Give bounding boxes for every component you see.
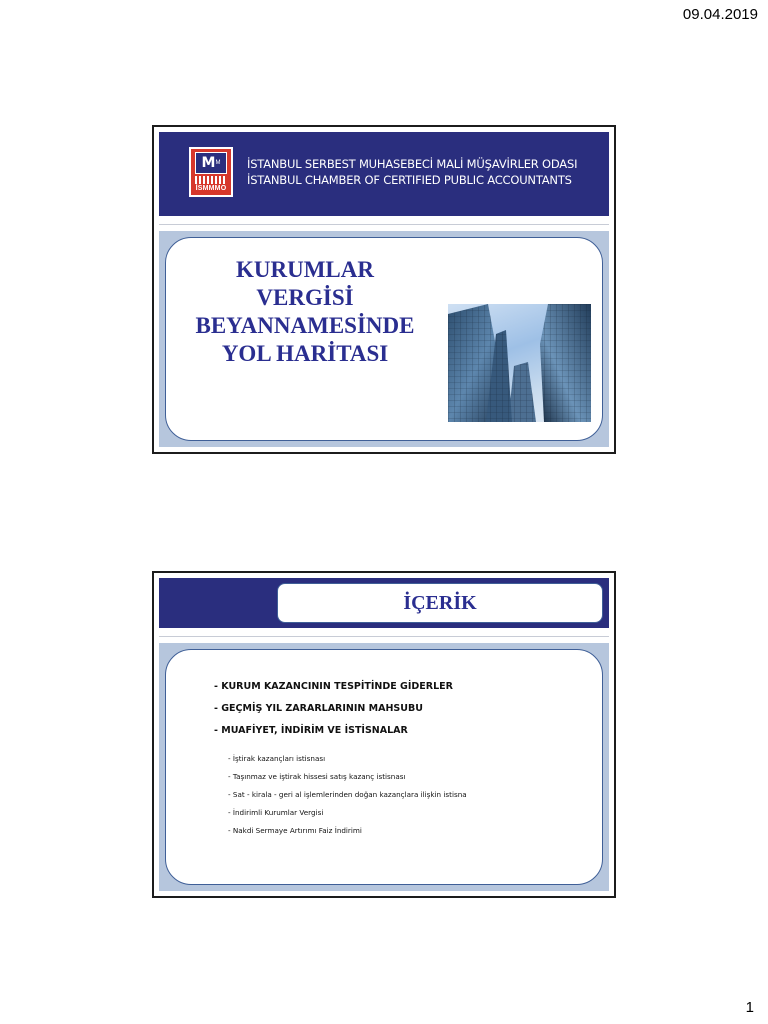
slide-title — [152, 125, 616, 454]
organization-name-en: İSTANBUL CHAMBER OF CERTIFIED PUBLIC ACCOUNTANTS — [247, 173, 572, 187]
list-subitem: - Sat - kirala - geri al işlemlerinden doğan kazançlara ilişkin istisna — [228, 790, 467, 799]
logo-mark-sup: M — [215, 160, 221, 166]
list-subitem: - Nakdi Sermaye Artırımı Faiz İndirimi — [228, 826, 362, 835]
header-band — [159, 132, 609, 216]
title-line: KURUMLAR — [236, 257, 374, 282]
organization-name-tr: İSTANBUL SERBEST MUHASEBECİ MALİ MÜŞAVİRLER ODASI — [247, 157, 578, 171]
divider — [159, 636, 609, 637]
list-subitem: - İndirimli Kurumlar Vergisi — [228, 808, 324, 817]
contents-heading: İÇERİK — [403, 591, 477, 614]
page-number: 1 — [745, 999, 754, 1016]
logo-pillars-icon — [195, 176, 227, 184]
content-card — [165, 237, 603, 441]
presentation-title — [180, 256, 430, 368]
list-item: - KURUM KAZANCININ TESPİTİNDE GİDERLER — [214, 681, 453, 692]
list-subitem: - İştirak kazançları istisnası — [228, 754, 326, 763]
logo-text: İSMMMO — [195, 185, 227, 192]
divider — [159, 224, 609, 225]
skyscrapers-image — [448, 304, 591, 422]
list-subitem: - Taşınmaz ve iştirak hissesi satış kazanç istisnası — [228, 772, 406, 781]
header-band — [159, 578, 609, 628]
title-line: BEYANNAMESİNDE — [195, 313, 415, 338]
logo-mark: M — [201, 155, 216, 171]
organization-name — [247, 156, 577, 188]
content-card — [165, 649, 603, 885]
contents-list — [214, 676, 582, 840]
content-frame — [159, 643, 609, 891]
heading-box — [277, 583, 603, 623]
title-line: YOL HARİTASI — [221, 341, 389, 366]
title-line: VERGİSİ — [256, 285, 354, 310]
ismmmo-logo — [189, 147, 233, 197]
logo-emblem — [195, 152, 227, 174]
skyscrapers-photo — [448, 304, 591, 422]
page-date: 09.04.2019 — [682, 6, 758, 23]
list-item: - MUAFİYET, İNDİRİM VE İSTİSNALAR — [214, 725, 408, 736]
list-item: - GEÇMİŞ YIL ZARARLARININ MAHSUBU — [214, 703, 423, 714]
slide-contents — [152, 571, 616, 898]
content-frame — [159, 231, 609, 447]
